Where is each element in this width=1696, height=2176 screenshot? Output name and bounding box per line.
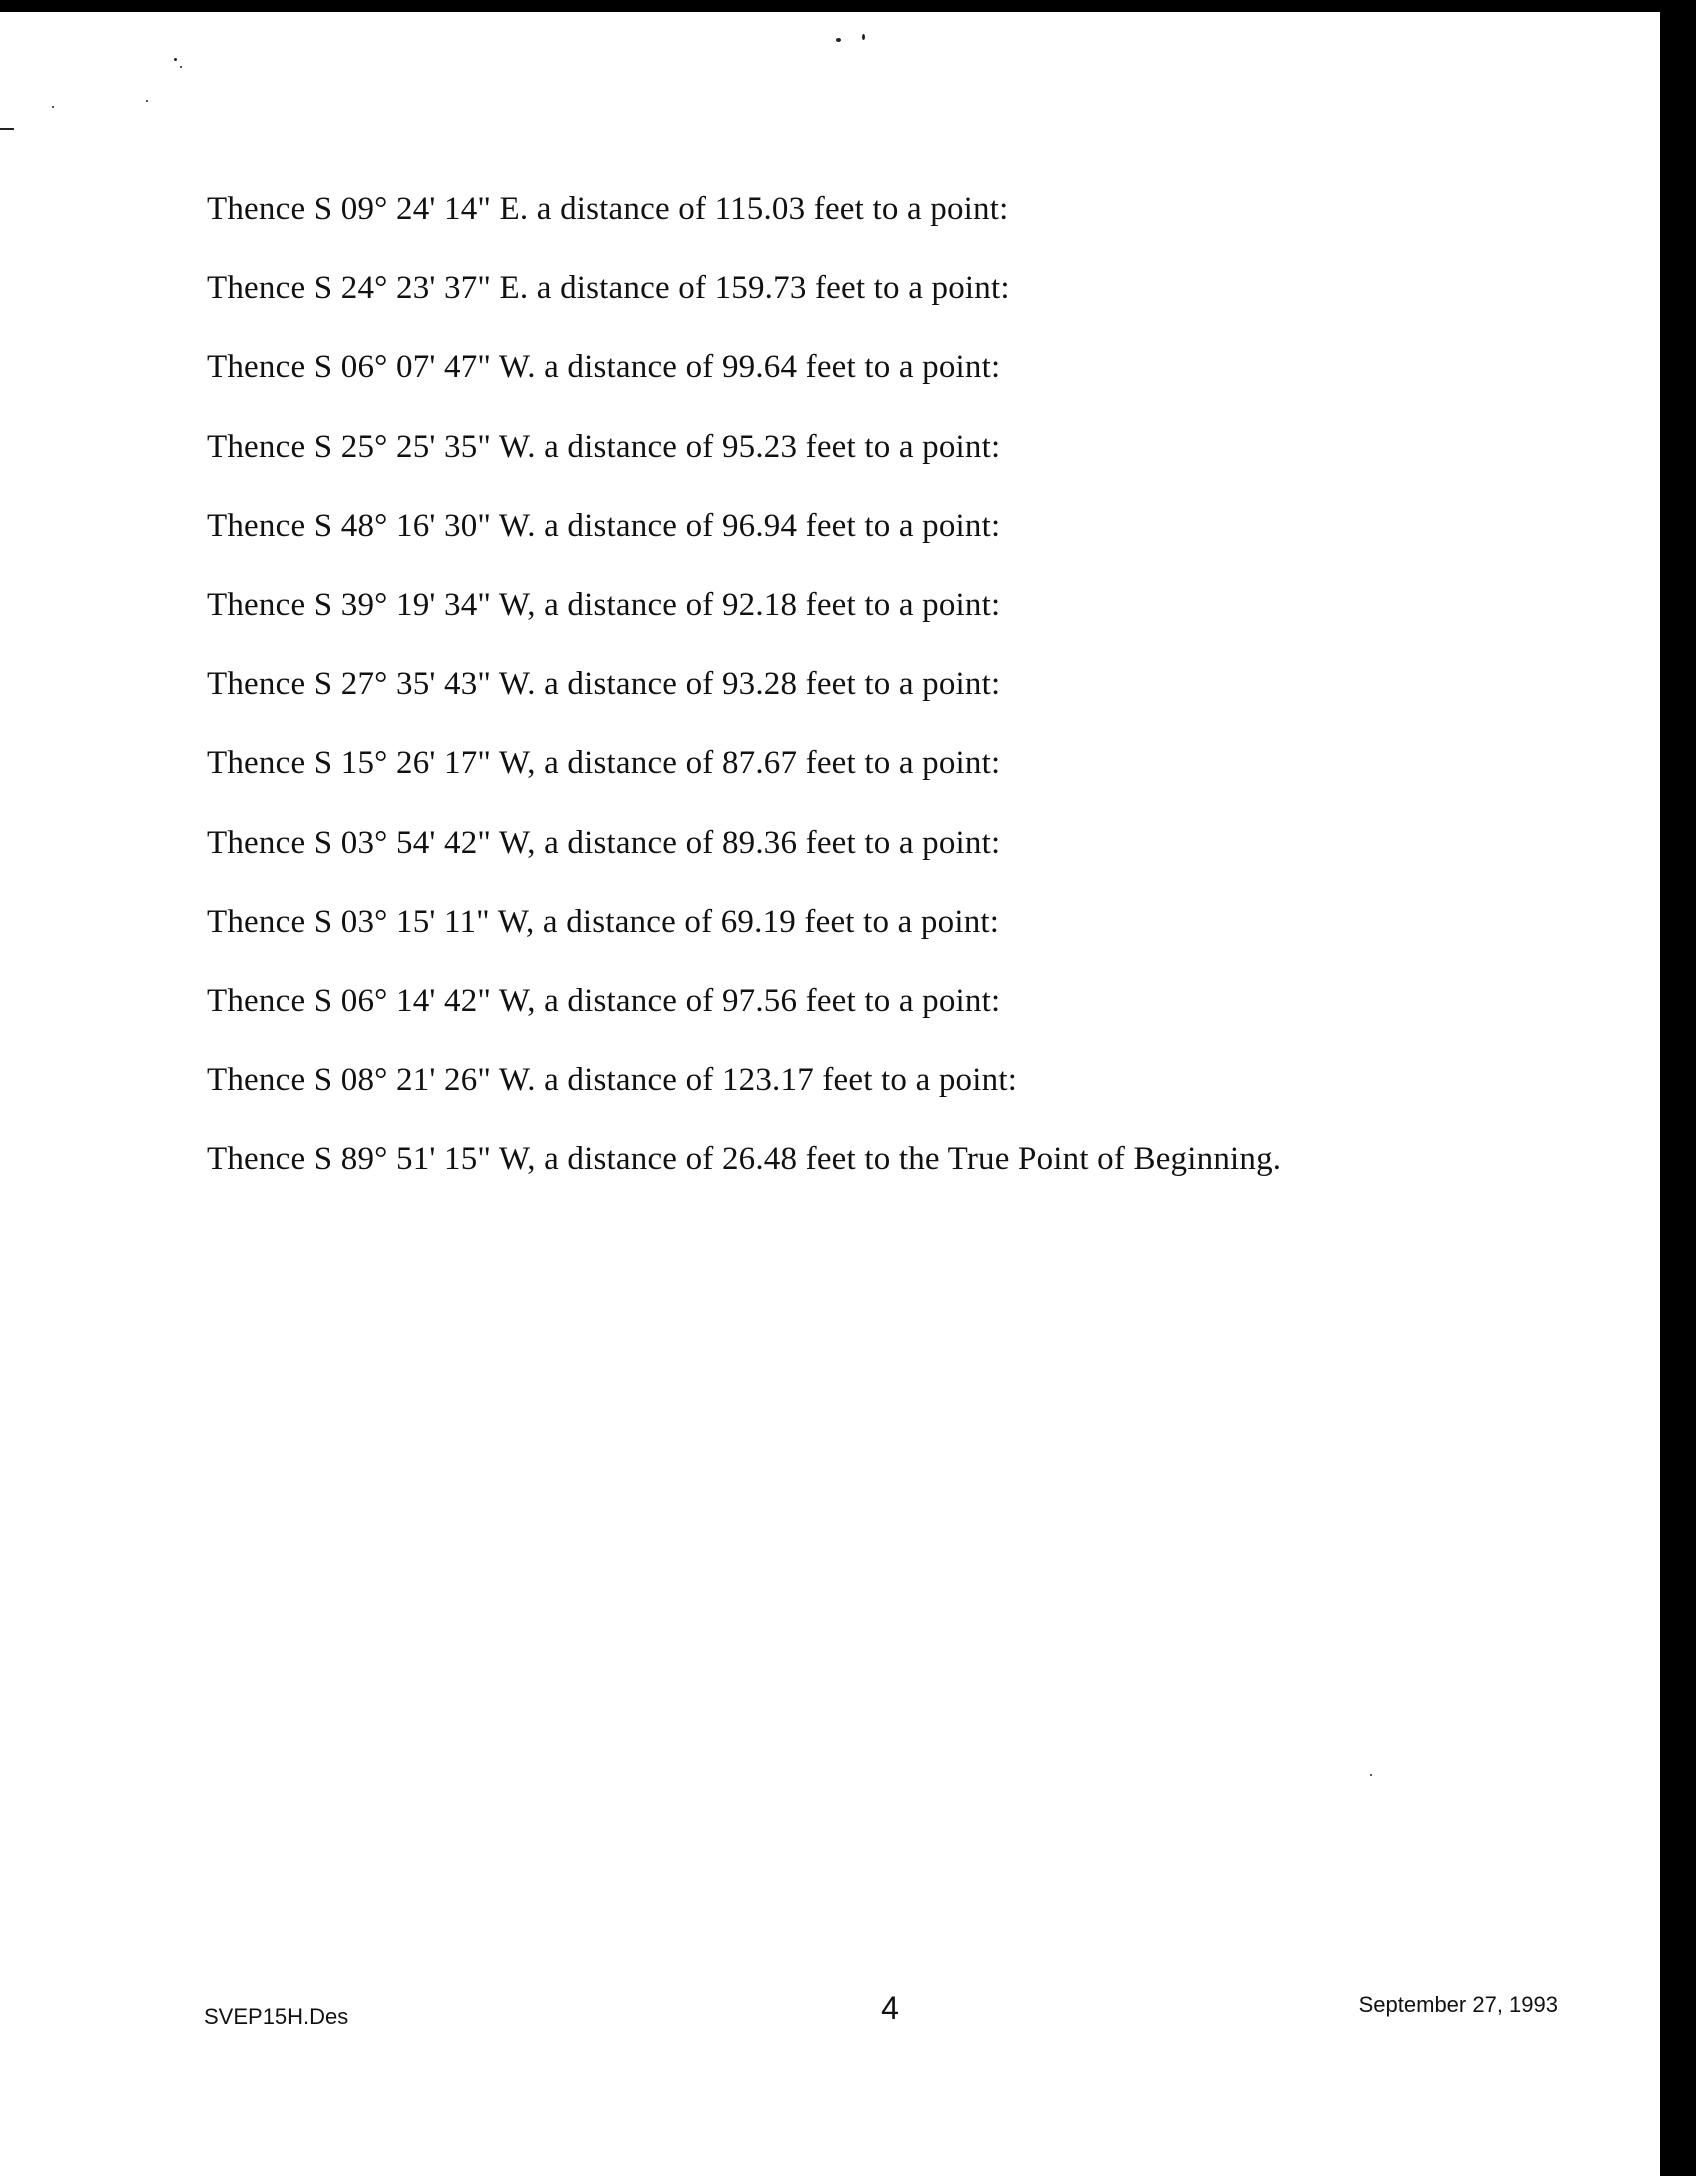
- course-line: Thence S 09° 24' 14" E. a distance of 115.03 feet to a point:: [207, 191, 1009, 227]
- scan-speck: [836, 38, 841, 42]
- course-line: Thence S 89° 51' 15" W, a distance of 26.48 feet to the True Point of Beginning.: [207, 1141, 1282, 1178]
- course-line: Thence S 48° 16' 30" W. a distance of 96.94 feet to a point:: [207, 507, 1001, 544]
- scan-speck: [52, 106, 54, 108]
- scan-speck: [862, 34, 865, 40]
- scan-speck: [1370, 1774, 1372, 1776]
- course-line: Thence S 27° 35' 43" W. a distance of 93.28 feet to a point:: [207, 666, 1001, 703]
- scan-border-top: [0, 0, 1696, 12]
- scan-speck: [174, 58, 177, 61]
- course-line: Thence S 15° 26' 17" W, a distance of 87.67 feet to a point:: [207, 745, 1001, 782]
- course-line: Thence S 24° 23' 37" E. a distance of 159.73 feet to a point:: [207, 270, 1010, 307]
- course-line: Thence S 06° 07' 47" W. a distance of 99.64 feet to a point:: [207, 349, 1001, 386]
- scan-speck: [180, 66, 182, 68]
- course-line: Thence S 25° 25' 35" W. a distance of 95.23 feet to a point:: [207, 428, 1001, 465]
- scan-mark: [0, 128, 14, 130]
- footer-document-id: SVEP15H.Des: [204, 2004, 349, 2029]
- course-line: Thence S 08° 21' 26" W. a distance of 123.17 feet to a point:: [207, 1062, 1018, 1099]
- footer-date: September 27, 1993: [1358, 1992, 1558, 2017]
- footer-page-number: 4: [881, 1990, 899, 2026]
- course-line: Thence S 03° 15' 11" W, a distance of 69.19 feet to a point:: [207, 903, 1000, 940]
- course-line: Thence S 03° 54' 42" W, a distance of 89.36 feet to a point:: [207, 824, 1001, 861]
- course-line: Thence S 39° 19' 34" W, a distance of 92.18 feet to a point:: [207, 586, 1001, 623]
- scan-border-right: [1660, 0, 1696, 2176]
- course-line: Thence S 06° 14' 42" W, a distance of 97.56 feet to a point:: [207, 982, 1001, 1019]
- scan-speck: [146, 100, 148, 102]
- metes-and-bounds-description: [207, 186, 1507, 1215]
